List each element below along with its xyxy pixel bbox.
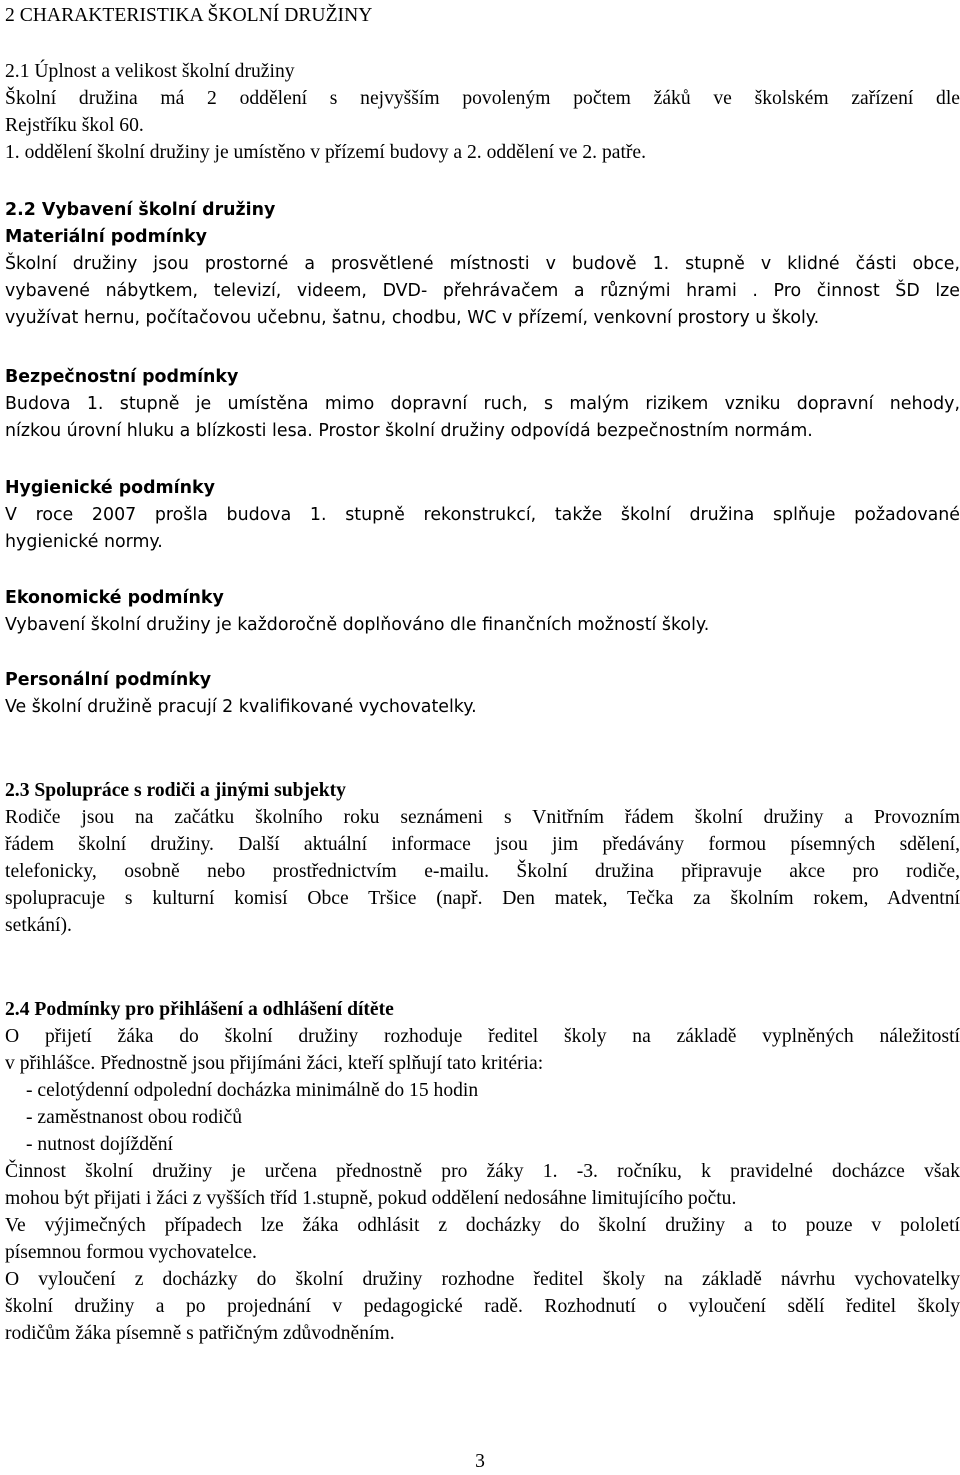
paragraph-line: mohou být přijati i žáci z vyšších tříd 1.stupně, pokud oddělení nedosáhne limitujícího počtu. xyxy=(5,1188,737,1209)
section-2-1 xyxy=(5,58,960,166)
paragraph-line: telefonicky, osobně nebo prostřednictvím e-mailu. Školní družina připravuje akce pro rodiče, xyxy=(5,861,960,882)
section-2-3 xyxy=(5,777,960,939)
paragraph-line: O přijetí žáka do školní družiny rozhoduje ředitel školy na základě vyplněných náležitostí xyxy=(5,1026,960,1047)
personal-section xyxy=(5,667,960,721)
hygiene-section xyxy=(5,475,960,556)
hygiene-heading: Hygienické podmínky xyxy=(5,478,215,498)
paragraph-line: nízkou úrovní hluku a blízkosti lesa. Prostor školní družiny odpovídá bezpečnostním normám. xyxy=(5,421,813,441)
paragraph-line: 1. oddělení školní družiny je umístěno v přízemí budovy a 2. oddělení ve 2. patře. xyxy=(5,142,647,163)
paragraph-line: Činnost školní družiny je určena přednostně pro žáky 1. -3. ročníku, k pravidelné docházce však xyxy=(5,1161,960,1182)
paragraph-line: hygienické normy. xyxy=(5,532,163,552)
paragraph-line: V roce 2007 prošla budova 1. stupně rekonstrukcí, takže školní družina splňuje požadované xyxy=(5,505,960,525)
paragraph-line: rodičům žáka písemně s patřičným zdůvodněním. xyxy=(5,1323,395,1344)
paragraph-line: Vybavení školní družiny je každoročně doplňováno dle finančních možností školy. xyxy=(5,615,710,635)
paragraph-line: využívat hernu, počítačovou učebnu, šatnu, chodbu, WC v přízemí, venkovní prostory u školy. xyxy=(5,308,820,328)
paragraph-line: spolupracuje s kulturní komisí Obce Tršice (např. Den matek, Tečka za školním rokem, Adventní xyxy=(5,888,960,909)
paragraph-line: setkání). xyxy=(5,915,72,936)
paragraph-line: Rodiče jsou na začátku školního roku seznámeni s Vnitřním řádem školní družiny a Provozním xyxy=(5,807,960,828)
page-number: 3 xyxy=(475,1451,485,1472)
paragraph-line: Školní družina má 2 oddělení s nejvyšším povoleným počtem žáků ve školském zařízení dle xyxy=(5,88,960,109)
section-2-2 xyxy=(5,197,960,332)
section-2-2-heading: 2.2 Vybavení školní družiny xyxy=(5,200,276,220)
economic-section xyxy=(5,585,960,639)
paragraph-line: řádem školní družiny. Další aktuální informace jsou jim předávány formou písemných sdělení, xyxy=(5,834,960,855)
paragraph-line: O vyloučení z docházky do školní družiny rozhodne ředitel školy na základě návrhu vychovatelky xyxy=(5,1269,960,1290)
paragraph-line: Rejstříku škol 60. xyxy=(5,115,144,136)
section-2-3-heading: 2.3 Spolupráce s rodiči a jinými subjekty xyxy=(5,780,346,801)
material-heading: Materiální podmínky xyxy=(5,227,207,247)
paragraph-line: školní družiny a po projednání v pedagogické radě. Rozhodnutí o vyloučení sdělí ředitel školy xyxy=(5,1296,960,1317)
section-2-4 xyxy=(5,996,960,1347)
section-2-4-heading: 2.4 Podmínky pro přihlášení a odhlášení dítěte xyxy=(5,999,394,1020)
chapter-title: 2 CHARAKTERISTIKA ŠKOLNÍ DRUŽINY xyxy=(5,5,373,26)
list-item: - zaměstnanost obou rodičů xyxy=(26,1107,243,1128)
section-2-1-heading: 2.1 Úplnost a velikost školní družiny xyxy=(5,61,295,82)
paragraph-line: Ve výjimečných případech lze žáka odhlásit z docházky do školní družiny a to pouze v pololetí xyxy=(5,1215,960,1236)
paragraph-line: Ve školní družině pracují 2 kvalifikované vychovatelky. xyxy=(5,697,477,717)
paragraph-line: v přihlášce. Přednostně jsou přijímáni žáci, kteří splňují tato kritéria: xyxy=(5,1053,544,1074)
paragraph-line: Budova 1. stupně je umístěna mimo dopravní ruch, s malým rizikem vzniku dopravní nehody, xyxy=(5,394,960,414)
economic-heading: Ekonomické podmínky xyxy=(5,588,224,608)
paragraph-line: vybavené nábytkem, televizí, videem, DVD- přehrávačem a různými hrami . Pro činnost ŠD lze xyxy=(5,281,960,301)
paragraph-line: písemnou formou vychovatelce. xyxy=(5,1242,257,1263)
paragraph-line: Školní družiny jsou prostorné a prosvětlené místnosti v budově 1. stupně v klidné části obce, xyxy=(5,254,960,274)
safety-heading: Bezpečnostní podmínky xyxy=(5,367,239,387)
list-item: - celotýdenní odpolední docházka minimálně do 15 hodin xyxy=(26,1080,479,1101)
safety-section xyxy=(5,364,960,445)
personal-heading: Personální podmínky xyxy=(5,670,212,690)
list-item: - nutnost dojíždění xyxy=(26,1134,173,1155)
